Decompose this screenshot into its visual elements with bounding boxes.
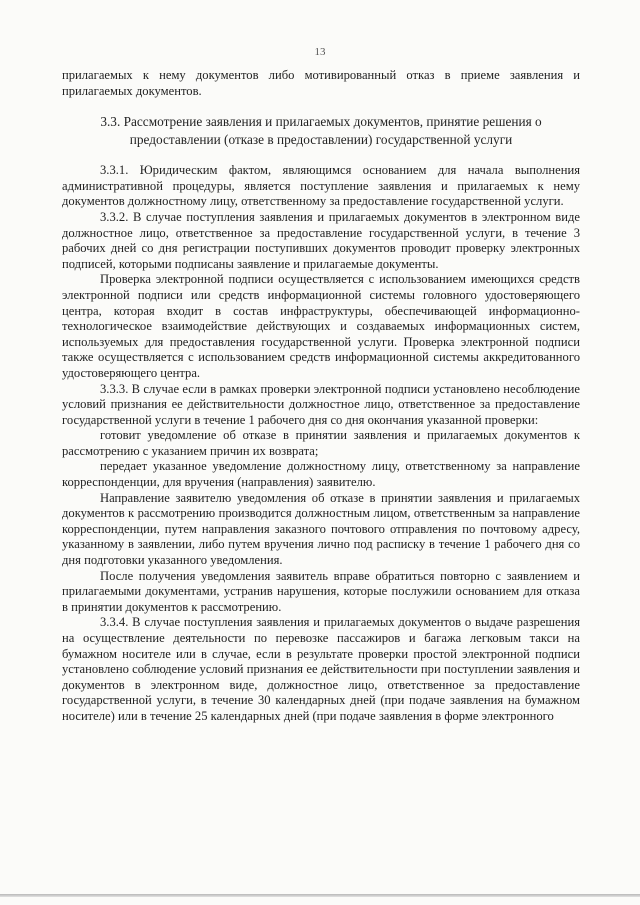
paragraph-signature-check: Проверка электронной подписи осуществляется с использованием имеющихся средств электронной подписи или средств информационной системы головного удостоверяющего центра, которая входит в состав инфраструктуры, обеспечивающей информационно-технологическое взаимодействие действующих и создаваемых информационных систем, используемых для предоставления государственной услуги. Проверка электронной подписи также осуществляется с использованием средств информационной системы аккредитованного удостоверяющего центра. xyxy=(62,272,580,380)
section-heading: 3.3. Рассмотрение заявления и прилагаемых документов, принятие решения о предоставлении (отказе в предоставлении) государственной услуги xyxy=(100,114,542,148)
page-bottom-edge xyxy=(0,894,640,897)
paragraph-3-3-2: 3.3.2. В случае поступления заявления и прилагаемых документов в электронном виде должностное лицо, ответственное за предоставление государственной услуги, в течение 3 рабочих дней со дня регистрации поступивших документов проводит проверку электронных подписей, которыми подписаны заявление и прилагаемые документы. xyxy=(62,209,580,271)
paragraph-prepare-notice: готовит уведомление об отказе в принятии заявления и прилагаемых документов к рассмотрению с указанием причин их возврата; xyxy=(62,428,580,458)
paragraph-notice-delivery: Направление заявителю уведомления об отказе в принятии заявления и прилагаемых документов к рассмотрению производится должностным лицом, ответственным за направление корреспонденции, путем направления заказного почтового отправления по почтовому адресу, указанному в заявлении, либо путем вручения лично под расписку в течение 1 рабочего дня со дня подготовки указанного уведомления. xyxy=(62,490,580,568)
document-body xyxy=(62,68,580,725)
paragraph-reapply: После получения уведомления заявитель вправе обратиться повторно с заявлением и прилагаемыми документами, устранив нарушения, которые послужили основанием для отказа в принятии документов к рассмотрению. xyxy=(62,568,580,614)
paragraph-3-3-4: 3.3.4. В случае поступления заявления и прилагаемых документов о выдаче разрешения на осуществление деятельности по перевозке пассажиров и багажа легковым такси на бумажном носителе или в случае, если в результате проверки простой электронной подписи установлено соблюдение условий признания ее действительности при поступлении заявления и документов в электронном виде, должностное лицо, ответственное за предоставление государственной услуги, в течение 30 календарных дней (при подаче заявления на бумажном носителе) или в течение 25 календарных дней (при подаче заявления в форме электронного xyxy=(62,615,580,723)
paragraph-transfer-notice: передает указанное уведомление должностному лицу, ответственному за направление корреспонденции, для вручения (направления) заявителю. xyxy=(62,459,580,490)
page-number: 13 xyxy=(314,46,326,58)
paragraph-3-3-1: 3.3.1. Юридическим фактом, являющимся основанием для начала выполнения административной процедуры, является поступление заявления и прилагаемых к нему документов должностному лицу, ответственному за предоставление государственной услуги. xyxy=(62,163,580,209)
paragraph-3-3-3: 3.3.3. В случае если в рамках проверки электронной подписи установлено несоблюдение условий признания ее действительности должностное лицо, ответственное за предоставление государственной услуги в течение 1 рабочего дня со дня окончания указанной проверки: xyxy=(62,381,580,427)
paragraph-continued: прилагаемых к нему документов либо мотивированный отказ в приеме заявления и прилагаемых документов. xyxy=(62,68,580,98)
